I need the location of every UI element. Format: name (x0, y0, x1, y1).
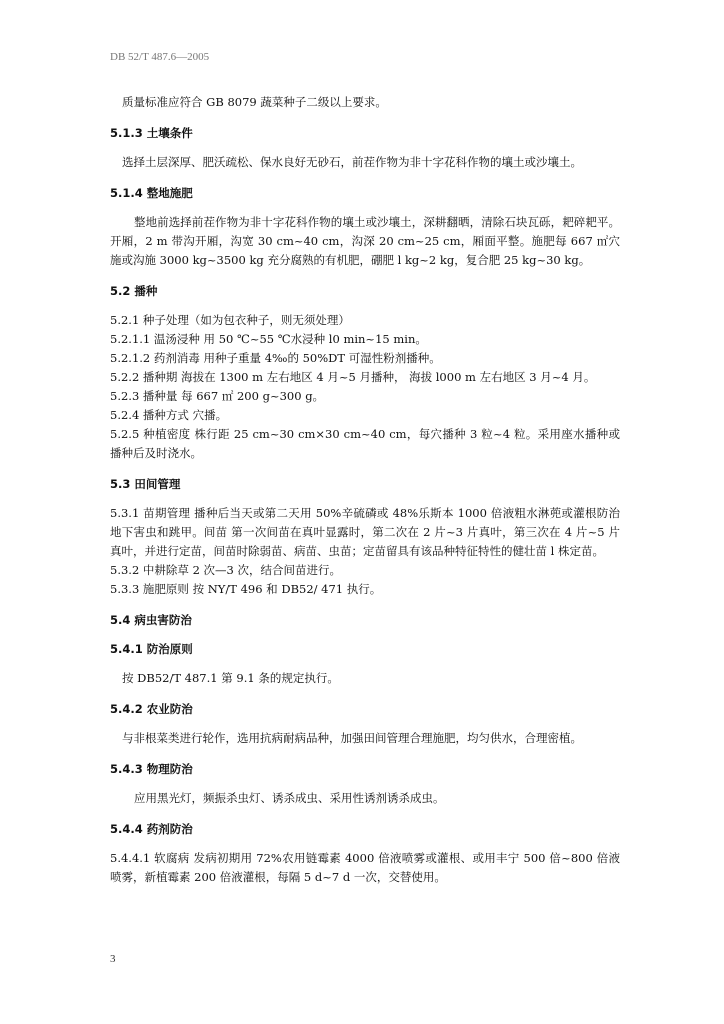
body-paragraph: 5.2.3 播种量 每 667 ㎡ 200 g~300 g。 (110, 389, 325, 403)
body-paragraph: 5.3.2 中耕除草 2 次—3 次，结合间苗进行。 (110, 563, 342, 577)
body-paragraph: 5.3.3 施肥原则 按 NY/T 496 和 DB52/ 471 执行。 (110, 582, 382, 596)
body-paragraph: 5.2.1.2 药剂消毒 用种子重量 4‰的 50%DT 可湿性粉剂播种。 (110, 351, 441, 365)
body-paragraph: 5.2.2 播种期 海拔在 1300 m 左右地区 4 月~5 月播种， 海拔 l000 m 左右地区 3 月~4 月。 (110, 370, 596, 384)
body-paragraph: 5.4.4.1 软腐病 发病初期用 72%农用链霉素 4000 倍液喷雾或灌根、或用丰宁 500 倍~800 倍液喷雾，新植霉素 200 倍液灌根，每隔 5 d~7 d 一次，交替使用。 (110, 851, 620, 884)
section-heading: 5.4.1 防治原则 (110, 642, 193, 656)
body-paragraph: 5.2.1.1 温汤浸种 用 50 ℃~55 ℃水浸种 l0 min~15 min。 (110, 332, 427, 346)
body-paragraph: 整地前选择前茬作物为非十字花科作物的壤土或沙壤土，深耕翻晒，清除石块瓦砾，耙碎耙平。开厢，2 m 带沟开厢，沟宽 30 cm~40 cm，沟深 20 cm~25 cm，厢面平整。施肥每 667 ㎡穴施或沟施 3000 kg~3500 kg 充分腐熟的有机肥，硼肥 l kg~2 kg，复合肥 25 kg~30 kg。 (110, 215, 620, 267)
body-paragraph: 5.2.4 播种方式 穴播。 (110, 408, 228, 422)
page-number: 3 (110, 953, 116, 965)
section-heading: 5.1.4 整地施肥 (110, 186, 193, 200)
body-paragraph: 选择土层深厚、肥沃疏松、保水良好无砂石，前茬作物为非十字花科作物的壤土或沙壤土。 (122, 155, 582, 169)
section-heading: 5.4 病虫害防治 (110, 613, 192, 627)
section-heading: 5.4.3 物理防治 (110, 762, 193, 776)
body-paragraph: 5.2.5 种植密度 株行距 25 cm~30 cm×30 cm~40 cm，每穴播种 3 粒~4 粒。采用座水播种或播种后及时浇水。 (110, 427, 620, 460)
body-paragraph: 5.2.1 种子处理（如为包衣种子，则无须处理） (110, 313, 350, 327)
body-paragraph: 质量标准应符合 GB 8079 蔬菜种子二级以上要求。 (122, 95, 387, 109)
section-heading: 5.2 播种 (110, 284, 158, 298)
body-paragraph: 按 DB52/T 487.1 第 9.1 条的规定执行。 (122, 671, 339, 685)
section-heading: 5.3 田间管理 (110, 477, 181, 491)
standard-code-header: DB 52/T 487.6—2005 (110, 51, 210, 63)
body-paragraph: 与非根菜类进行轮作，选用抗病耐病品种，加强田间管理合理施肥，均匀供水，合理密植。 (122, 731, 582, 745)
section-heading: 5.1.3 土壤条件 (110, 126, 193, 140)
body-paragraph: 应用黑光灯，频振杀虫灯、诱杀成虫、采用性诱剂诱杀成虫。 (134, 791, 445, 805)
document-body (110, 93, 620, 887)
body-paragraph: 5.3.1 苗期管理 播种后当天或第二天用 50%辛硫磷或 48%乐斯本 1000 倍液粗水淋蔸或灌根防治地下害虫和跳甲。间苗 第一次间苗在真叶显露时，第二次在 2 片~3 片真叶，第三次在 4 片~5 片真叶，并进行定苗，间苗时除弱苗、病苗、虫苗；定苗留具有该品种特征特性的健壮苗 l 株定苗。 (110, 506, 620, 558)
section-heading: 5.4.4 药剂防治 (110, 822, 193, 836)
section-heading: 5.4.2 农业防治 (110, 702, 193, 716)
